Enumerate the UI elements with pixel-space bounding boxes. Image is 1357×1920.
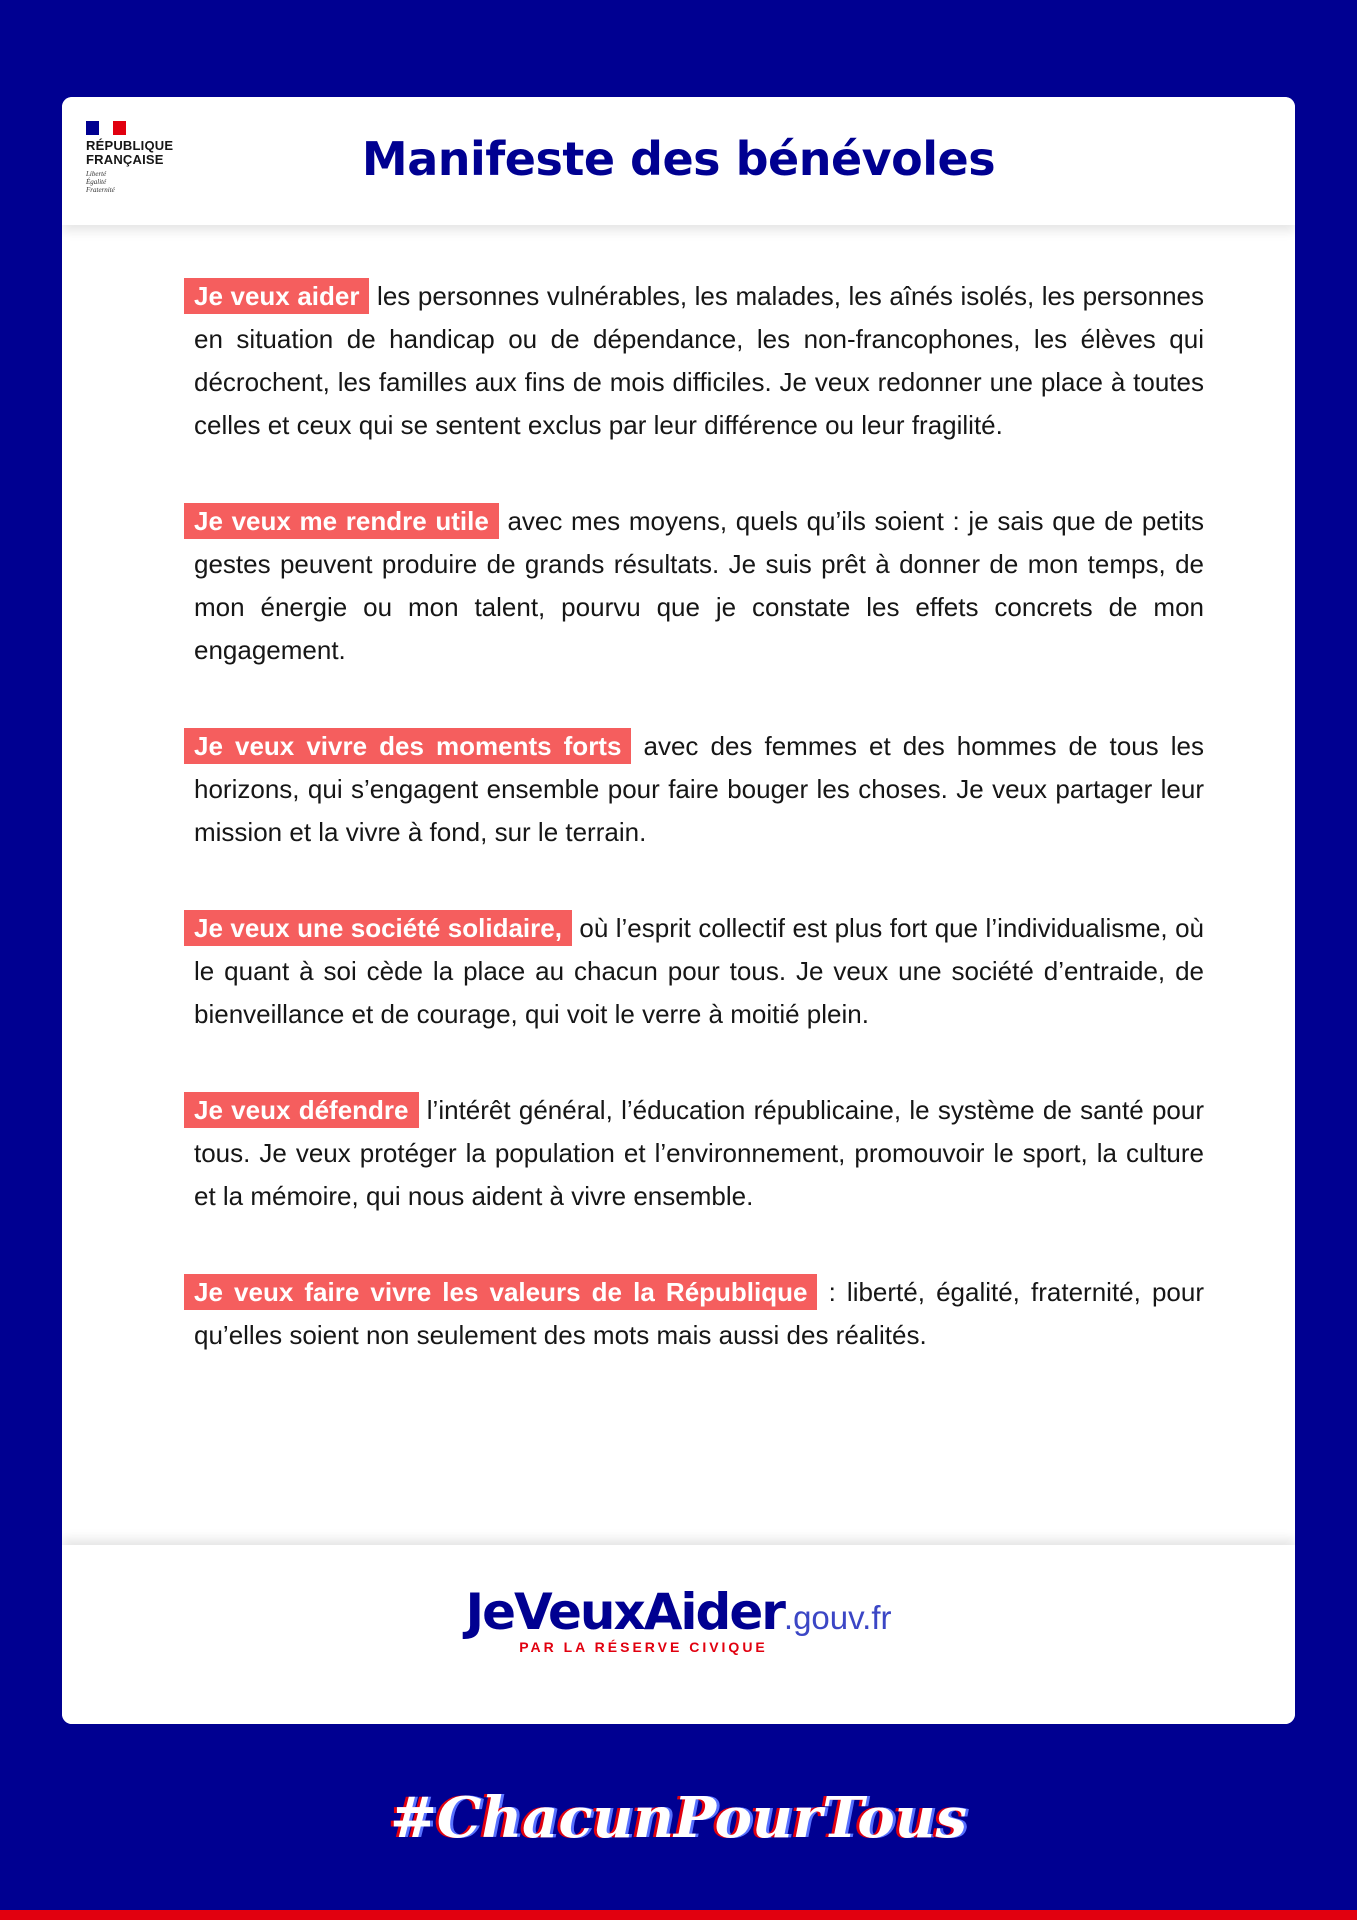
highlight-utile: Je veux me rendre utile bbox=[184, 503, 499, 539]
logo-line-1: RÉPUBLIQUE bbox=[86, 138, 174, 153]
logo-motto-2: Égalité bbox=[86, 178, 107, 186]
page-title: Manifeste des bénévoles bbox=[361, 132, 996, 186]
logo-motto-1: Liberté bbox=[86, 170, 107, 178]
paragraph-valeurs bbox=[194, 1271, 1204, 1357]
paragraph-aider bbox=[194, 275, 1204, 447]
paragraph-moments bbox=[194, 725, 1204, 854]
text-aider: les personnes vulnérables, les malades, les aînés isolés, les personnes en situation de handicap ou de dépendance, les non-francophones, les élèves qui décrochent, les familles aux fins de mois difficiles. Je veux redonner une place à toutes celles et ceux qui se sentent exclus par leur différence ou leur fragilité. bbox=[194, 281, 1204, 440]
highlight-valeurs: Je veux faire vivre les valeurs de la République bbox=[184, 1274, 817, 1310]
text-valeurs: : liberté, égalité, fraternité, pour qu’elles soient non seulement des mots mais aussi des réalités. bbox=[194, 1277, 1204, 1350]
highlight-solidaire: Je veux une société solidaire, bbox=[184, 910, 572, 946]
brand-tagline: PAR LA RÉSERVE CIVIQUE bbox=[519, 1639, 768, 1655]
manifesto-card bbox=[62, 97, 1295, 1724]
logo-motto-3: Fraternité bbox=[86, 186, 115, 194]
jeveuxaider-logo bbox=[62, 1583, 1295, 1655]
manifesto-body bbox=[194, 275, 1204, 1357]
brand-name: JeVeuxAider bbox=[465, 1583, 784, 1641]
card-header bbox=[62, 97, 1295, 225]
logo-line-2: FRANÇAISE bbox=[86, 152, 164, 167]
text-utile: avec mes moyens, quels qu’ils soient : je sais que de petits gestes peuvent produire de grands résultats. Je suis prêt à donner de mon temps, de mon énergie ou mon talent, pourvu que je constate les effets concrets de mon engagement. bbox=[194, 506, 1204, 665]
paragraph-defendre bbox=[194, 1089, 1204, 1218]
hashtag-chacun-pour-tous: #ChacunPourTous bbox=[389, 1785, 968, 1851]
text-solidaire: où l’esprit collectif est plus fort que l’individualisme, où le quant à soi cède la place au chacun pour tous. Je veux une société d’entraide, de bienveillance et de courage, qui voit le verre à moitié plein. bbox=[194, 913, 1204, 1029]
brand-domain: .gouv.fr bbox=[783, 1599, 892, 1636]
bottom-stripe bbox=[0, 1910, 1357, 1920]
card-footer bbox=[62, 1545, 1295, 1724]
text-defendre: l’intérêt général, l’éducation républicaine, le système de santé pour tous. Je veux protéger la population et l’environnement, promouvoir le sport, la culture et la mémoire, qui nous aident à vivre ensemble. bbox=[194, 1095, 1204, 1211]
brand-line bbox=[465, 1583, 891, 1641]
highlight-defendre: Je veux défendre bbox=[184, 1092, 419, 1128]
paragraph-utile bbox=[194, 500, 1204, 672]
paragraph-solidaire bbox=[194, 907, 1204, 1036]
text-moments: avec des femmes et des hommes de tous les horizons, qui s’engagent ensemble pour faire bouger les choses. Je veux partager leur mission et la vivre à fond, sur le terrain. bbox=[194, 731, 1204, 847]
highlight-moments: Je veux vivre des moments forts bbox=[184, 728, 631, 764]
highlight-aider: Je veux aider bbox=[184, 278, 369, 314]
